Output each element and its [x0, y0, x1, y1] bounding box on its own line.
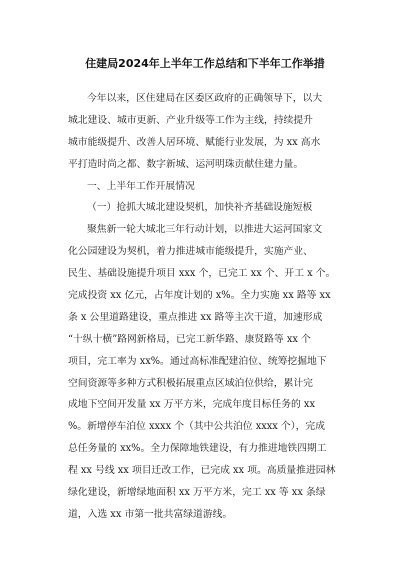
paragraph-line: 完成投资 xx 亿元，占年度计划的 x%。全力实施 xx 路等 xx	[68, 290, 331, 302]
paragraph-line: 绿化建设，新增绿地面积 xx 万平方米，完工 xx 等 xx 条绿	[68, 487, 326, 499]
paragraph-line: 成地下空间开发量 xx 万平方米，完成年度目标任务的 xx	[68, 399, 315, 411]
document-body	[68, 88, 348, 526]
paragraph-line: 总任务量的 xx%。全力保障地铁建设，有力推进地铁四期工	[68, 443, 327, 455]
paragraph-line: 今年以来，区住建局在区委区政府的正确领导下，以大	[87, 93, 323, 104]
document-title: 住建局2024年上半年工作总结和下半年工作举措	[85, 57, 325, 70]
paragraph-line: 空间资源等多种方式积极拓展重点区域泊位供给，累计完	[68, 377, 313, 389]
paragraph-line: 聚焦新一轮大城北三年行动计划，以推进大运河国家文	[87, 224, 323, 236]
paragraph-line: 程 xx 号线 xx 项目迁改工作，已完成 xx 项。高质量推进园林	[68, 465, 336, 477]
paragraph-line: 化公园建设为契机，着力推进城市能级提升，实施产业、	[68, 246, 313, 258]
paragraph-line: 民生、基础设施提升项目 xxx 个，已完工 xx 个、开工 x 个。	[68, 268, 336, 280]
paragraph-line: 城北建设、城市更新、产业升级等工作为主线，持续提升	[68, 114, 313, 126]
paragraph-line: 项目，完工率为 xx%。通过高标准配建泊位、统筹挖掘地下	[68, 355, 327, 367]
paragraph-line: 城市能级提升、改善人居环境、赋能行业发展，为 xx 高水	[68, 136, 321, 148]
paragraph-line: 平打造时尚之都、数字新城、运河明珠贡献住建力量。	[68, 158, 304, 170]
paragraph-line: 条 x 公里道路建设，重点推进 xx 路等主次干道，加速形成	[68, 311, 323, 323]
subsection-heading: （一）抢抓大城北建设契机，加快补齐基础设施短板	[87, 202, 313, 214]
paragraph-line: “十纵十横”路网新格局，已完工新华路、康贤路等 xx 个	[68, 333, 311, 345]
paragraph-line: 道，入选 xx 市第一批共富绿道游线。	[68, 508, 233, 520]
paragraph-line: %。新增停车泊位 xxxx 个（其中公共泊位 xxxx 个），完成	[68, 421, 326, 433]
section-heading: 一、上半年工作开展情况	[87, 180, 195, 192]
